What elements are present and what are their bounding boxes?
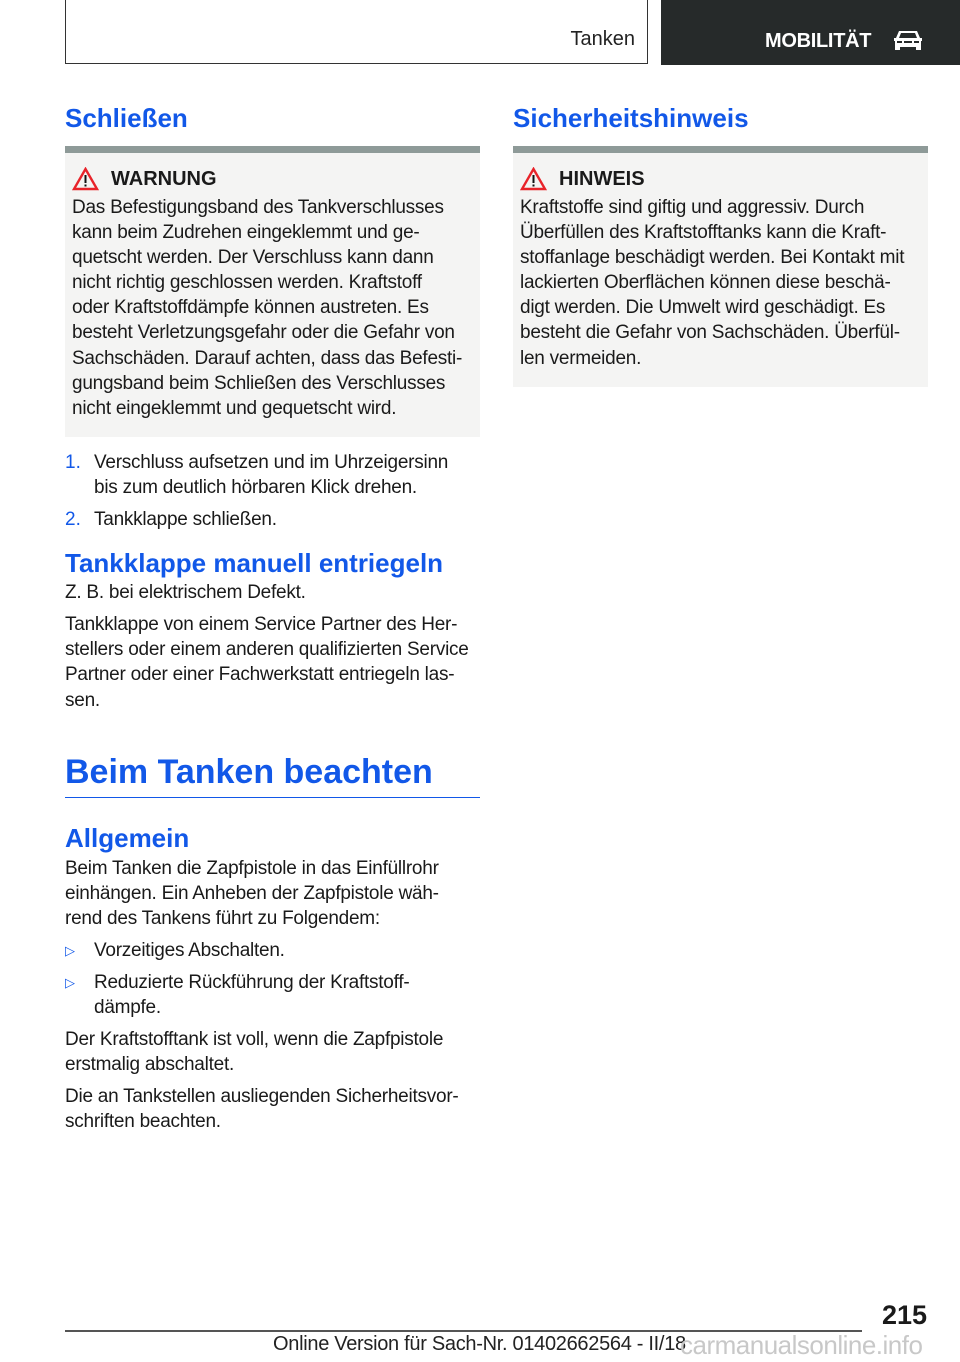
- text-line: stoffanlage beschädigt werden. Bei Kontakt mit: [520, 247, 905, 269]
- text-line: nicht eingeklemmt und gequetscht wird.: [72, 397, 397, 419]
- bullet-item-marker: ▷: [65, 942, 75, 958]
- paragraph-tank-voll: [65, 1027, 480, 1077]
- paragraph-defekt: [65, 580, 480, 605]
- notice-box: [513, 146, 928, 387]
- text-line: Tankklappe von einem Service Partner des Her-: [65, 614, 458, 636]
- text-line: kann beim Zudrehen eingeklemmt und ge-: [72, 222, 420, 244]
- warning-box: [65, 146, 480, 437]
- left-column: [65, 100, 480, 1142]
- text-line: quetscht werden. Der Verschluss kann dann: [72, 247, 434, 269]
- notice-label: HINWEIS: [559, 167, 645, 190]
- step-item-text: [94, 450, 448, 500]
- watermark: carmanualsonline.info: [680, 1330, 923, 1360]
- paragraph-entriegeln: [65, 612, 480, 712]
- step-items: [65, 450, 480, 532]
- text-line: Überfüllen des Kraftstofftanks kann die Kraft-: [520, 222, 887, 244]
- chapter-title: MOBILITÄT: [765, 30, 872, 52]
- step-item: [65, 507, 480, 532]
- text-line: Partner oder einer Fachwerkstatt entriegeln las-: [65, 664, 455, 686]
- bullet-item: [65, 938, 480, 963]
- chapter-tab: [661, 0, 960, 65]
- text-line: gungsband beim Schließen des Verschlusses: [72, 372, 446, 394]
- text-line: len vermeiden.: [520, 347, 642, 369]
- text-line: stellers oder einem anderen qualifizierten Service: [65, 639, 469, 661]
- text-line: nicht richtig geschlossen werden. Kraftstoff: [72, 272, 422, 294]
- text-line: sen.: [65, 689, 100, 711]
- heading-sicherheitshinweis: Sicherheitshinweis: [513, 103, 749, 133]
- bullet-item-marker: ▷: [65, 974, 75, 990]
- page-number: 215: [881, 1300, 927, 1330]
- text-line: Z. B. bei elektrischem Defekt.: [65, 582, 306, 604]
- bullet-item: [65, 970, 480, 1020]
- text-line: digt werden. Die Umwelt wird geschädigt. Es: [520, 297, 886, 319]
- text-line: Beim Tanken die Zapfpistole in das Einfüllrohr: [65, 857, 439, 879]
- text-line: Sachschäden. Darauf achten, dass das Befesti-: [72, 347, 463, 369]
- car-icon: [893, 28, 923, 52]
- text-line: einhängen. Ein Anheben der Zapfpistole wäh-: [65, 882, 439, 904]
- text-line: besteht die Gefahr von Sachschäden. Überfül-: [520, 322, 900, 344]
- text-line: Kraftstoffe sind giftig und aggressiv. Durch: [520, 197, 865, 218]
- bullet-item-text: [94, 938, 285, 963]
- text-line: besteht Verletzungsgefahr oder die Gefahr von: [72, 322, 455, 344]
- text-line: Verschluss aufsetzen und im Uhrzeigersinn: [94, 451, 449, 473]
- section-title: Tanken: [570, 28, 635, 50]
- text-line: lackierten Oberflächen können diese beschä-: [520, 272, 891, 294]
- text-line: Die an Tankstellen ausliegenden Sicherheitsvor-: [65, 1086, 459, 1108]
- text-line: Der Kraftstofftank ist voll, wenn die Zapfpistole: [65, 1029, 444, 1051]
- online-version: Online Version für Sach-Nr. 01402662564 - II/18: [273, 1333, 686, 1355]
- bullet-item-text: [94, 970, 409, 1020]
- bullet-items: [65, 938, 480, 1020]
- step-item-text: [94, 507, 277, 532]
- warning-text: [72, 195, 473, 421]
- text-line: Vorzeitiges Abschalten.: [94, 939, 285, 961]
- heading-schliessen: Schließen: [65, 103, 188, 133]
- text-line: Tankklappe schließen.: [94, 509, 277, 531]
- text-line: schriften beachten.: [65, 1111, 221, 1133]
- header-section-box: [65, 0, 648, 64]
- warning-triangle-icon: [520, 167, 547, 191]
- text-line: rend des Tankens führt zu Folgendem:: [65, 907, 380, 929]
- warning-label: WARNUNG: [111, 167, 217, 190]
- notice-text: [520, 195, 921, 371]
- heading-beim-tanken: Beim Tanken beachten: [65, 751, 480, 798]
- text-line: Reduzierte Rückführung der Kraftstoff-: [94, 971, 410, 993]
- paragraph-zapfpistole: [65, 856, 480, 931]
- text-line: oder Kraftstoffdämpfe können austreten. Es: [72, 297, 429, 319]
- warning-triangle-icon: [72, 167, 99, 191]
- step-item-marker: 2.: [65, 509, 81, 531]
- text-line: Das Befestigungsband des Tankverschlusses: [72, 197, 444, 218]
- text-line: bis zum deutlich hörbaren Klick drehen.: [94, 476, 417, 498]
- heading-allgemein: Allgemein: [65, 822, 190, 853]
- step-item: [65, 450, 480, 500]
- right-column: [513, 100, 928, 387]
- text-line: erstmalig abschaltet.: [65, 1054, 234, 1076]
- step-item-marker: 1.: [65, 451, 81, 473]
- text-line: dämpfe.: [94, 997, 161, 1019]
- heading-tankklappe-manuell: Tankklappe manuell entriegeln: [65, 548, 444, 579]
- paragraph-sicherheitsvorschriften: [65, 1084, 480, 1134]
